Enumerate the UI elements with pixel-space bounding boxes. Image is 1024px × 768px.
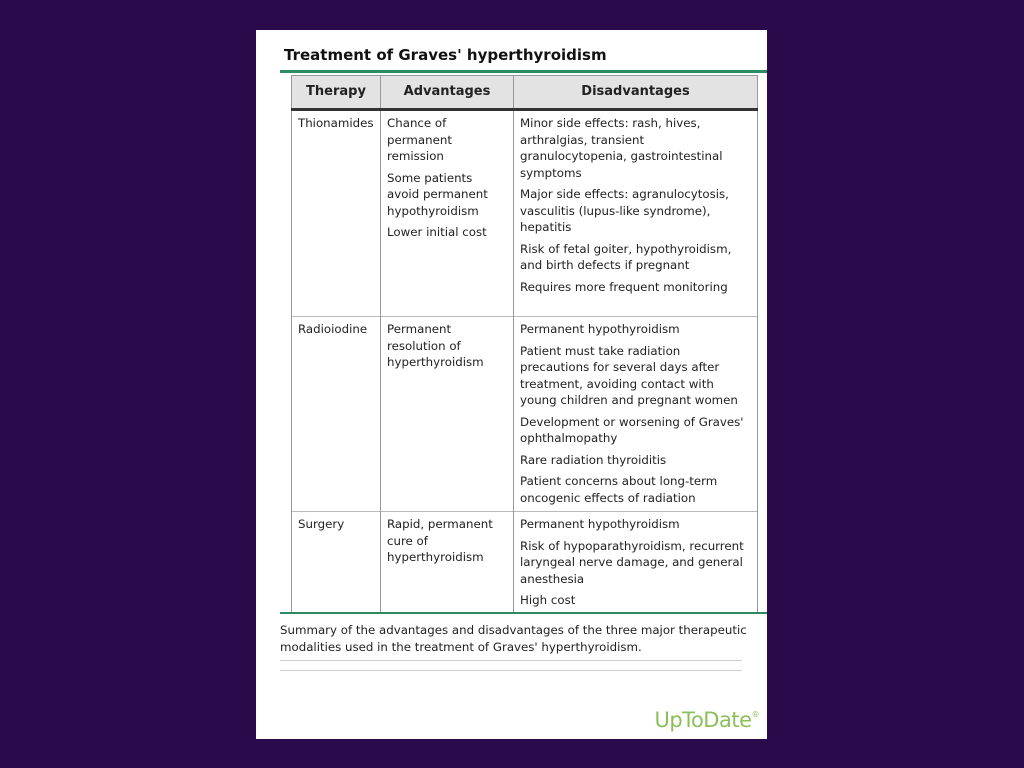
disadvantage-item: Risk of fetal goiter, hypothyroidism, and birth defects if pregnant — [520, 241, 732, 272]
advantages-cell — [381, 317, 514, 512]
therapy-cell: Thionamides — [292, 110, 381, 317]
logo-text: UpToDate — [654, 708, 752, 732]
advantage-item: Chance of permanent remission — [387, 116, 452, 163]
disadvantage-item: Rare radiation thyroiditis — [520, 452, 667, 467]
disadvantages-cell — [514, 512, 758, 614]
registered-mark: ® — [751, 710, 759, 719]
disadvantages-cell — [514, 110, 758, 317]
header-disadvantages: Disadvantages — [514, 76, 758, 110]
table-row-surgery — [292, 512, 758, 614]
header-therapy: Therapy — [292, 76, 381, 110]
disadvantage-item: Minor side effects: rash, hives, arthralgias, transient granulocytopenia, gastrointestinal symptoms — [520, 116, 723, 180]
advantage-item: Rapid, permanent cure of hyperthyroidism — [387, 517, 493, 564]
disadvantage-item: High cost — [520, 593, 576, 607]
disadvantage-item: Permanent hypothyroidism — [520, 517, 680, 531]
disadvantage-item: Risk of hypoparathyroidism, recurrent laryngeal nerve damage, and general anesthesia — [520, 538, 744, 586]
figure-title: Treatment of Graves' hyperthyroidism — [284, 46, 607, 64]
disadvantage-item: Development or worsening of Graves' ophthalmopathy — [520, 414, 744, 445]
table-bottom-divider — [280, 612, 767, 614]
uptodate-logo — [654, 708, 759, 732]
advantages-cell — [381, 110, 514, 317]
advantage-item: Lower initial cost — [387, 225, 487, 239]
caption-divider — [280, 660, 742, 661]
advantages-cell — [381, 512, 514, 614]
table-row-thionamides — [292, 110, 758, 317]
advantage-item: Some patients avoid permanent hypothyroidism — [387, 170, 488, 218]
disadvantage-item: Major side effects: agranulocytosis, vasculitis (lupus-like syndrome), hepatitis — [520, 187, 729, 234]
treatment-table — [291, 75, 758, 614]
disadvantage-item: Patient concerns about long-term oncogenic effects of radiation — [520, 474, 718, 505]
caption-divider-secondary — [280, 670, 742, 671]
disadvantages-cell — [514, 317, 758, 512]
title-divider — [280, 70, 767, 73]
disadvantage-item: Requires more frequent monitoring — [520, 279, 728, 294]
disadvantage-item: Patient must take radiation precautions for several days after treatment, avoiding contact with young children and pregnant women — [520, 343, 738, 407]
figure-caption: Summary of the advantages and disadvantages of the three major therapeutic modalities used in the treatment of Graves' hyperthyroidism. — [280, 623, 747, 654]
table-header-row — [292, 76, 758, 110]
header-advantages: Advantages — [381, 76, 514, 110]
disadvantage-item: Permanent hypothyroidism — [520, 322, 680, 336]
therapy-cell: Radioiodine — [292, 317, 381, 512]
therapy-cell: Surgery — [292, 512, 381, 614]
figure-card — [256, 30, 767, 739]
advantage-item: Permanent resolution of hyperthyroidism — [387, 322, 484, 369]
table-row-radioiodine — [292, 317, 758, 512]
